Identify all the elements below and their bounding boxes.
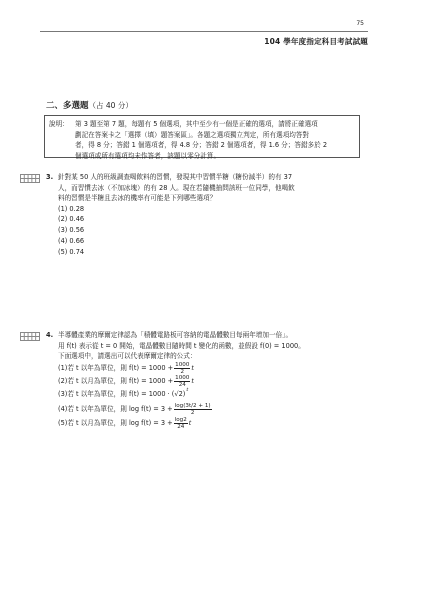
options-list [58, 362, 348, 431]
option-text: (4)若 t 以年為單位，則 log f(t) = 3 + [58, 404, 173, 413]
options-list [58, 204, 348, 258]
question-stem [58, 172, 348, 204]
fraction [174, 417, 188, 430]
stem-line: 半導體產業的摩爾定律認為「積體電路板可容納的電晶體數目每兩年增加一倍」。 [58, 331, 293, 339]
option-text: (1)若 t 以年為單位，則 f(t) = 1000 + [58, 363, 174, 372]
stem-line: 下面選項中，請選出可以代表摩爾定律的公式： [58, 352, 197, 360]
stem-line: 料的習慣是半糖且去冰的機率有可能是下列哪些選項？ [58, 194, 217, 202]
stem-line: 針對某 50 人的班級調查喝飲料的習慣，發現其中習慣半糖（糖份減半）的有 37 [58, 173, 293, 181]
variable-t: t [191, 363, 195, 372]
option-4 [58, 401, 348, 417]
fraction-numerator: 1000 [175, 361, 190, 368]
fraction-denominator: 2 [180, 368, 185, 375]
option-5: (5) 0.74 [58, 247, 85, 256]
fraction-denominator: 2 [190, 409, 195, 416]
stem-line: 用 f(t) 表示從 t = 0 開始，電晶體數目隨時間 t 變化的函數，並假設 f(0) = 1000。 [58, 341, 305, 350]
exponent: t [186, 387, 189, 394]
option-3: (3) 0.56 [58, 226, 85, 235]
option-text: (3)若 t 以年為單位，則 f(t) = 1000 · (√2) [58, 390, 186, 399]
page-number: 75 [356, 20, 364, 27]
stem-line: 人，而習慣去冰（不加冰塊）的有 28 人。現在若隨機抽問該班一位同學，他喝飲 [58, 183, 295, 192]
option-1 [58, 362, 348, 375]
question-number: 3. [46, 173, 54, 181]
fraction-denominator: 24 [178, 381, 186, 388]
section-title [46, 99, 133, 111]
instructions-label: 說明： [49, 120, 69, 128]
fraction-numerator: 1000 [175, 374, 190, 381]
answer-grid-q4 [20, 332, 40, 341]
exam-header-title: 104 學年度指定科目考試試題 [264, 37, 368, 46]
instructions-box [44, 115, 360, 158]
section-title-text: 二、多選題 [46, 101, 89, 111]
instructions-line: 個選項或所有選項均未作答者，該題以零分計算。 [75, 151, 221, 160]
option-3 [58, 388, 348, 401]
question-number: 4. [46, 331, 54, 339]
answer-grid-q3 [20, 174, 40, 183]
option-5 [58, 417, 348, 430]
fraction-denominator: 24 [177, 424, 185, 431]
option-2: (2) 0.46 [58, 215, 85, 224]
fraction [174, 403, 212, 416]
instructions-line: 第 3 題至第 7 題，每題有 5 個選項，其中至少有一個是正確的選項，請將正確選項 [75, 120, 318, 128]
header-rule [40, 31, 368, 32]
question-4 [46, 330, 348, 430]
variable-t: t [191, 377, 195, 386]
option-text: (2)若 t 以月為單位，則 f(t) = 1000 + [58, 377, 174, 386]
option-4: (4) 0.66 [58, 236, 85, 245]
question-3 [46, 172, 348, 257]
section-points: （占 40 分） [88, 101, 133, 110]
option-2 [58, 375, 348, 388]
option-text: (5)若 t 以月為單位，則 log f(t) = 3 + [58, 419, 173, 428]
instructions-line: 劃記在答案卡之「選擇（填）題答案區」。各題之選項獨立判定，所有選項均答對 [75, 130, 310, 139]
option-1: (1) 0.28 [58, 204, 85, 213]
question-stem [58, 330, 348, 362]
variable-t: t [188, 419, 192, 428]
instructions-line: 者，得 8 分；答錯 1 個選項者，得 4.8 分；答錯 2 個選項者，得 1.6 分；答錯多於 2 [75, 141, 328, 149]
fraction [174, 362, 190, 375]
fraction-numerator: log2 [174, 417, 187, 424]
fraction-numerator: log(3t/2 + 1) [174, 402, 211, 409]
